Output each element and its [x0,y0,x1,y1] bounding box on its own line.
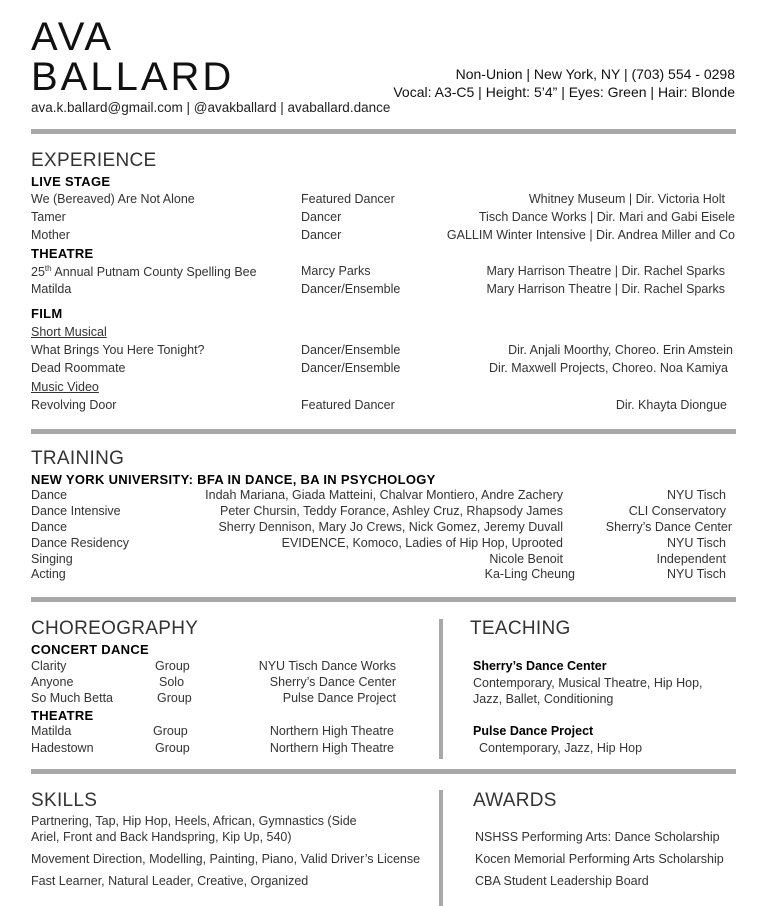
teaching-title: TEACHING [470,618,571,639]
award-item-1: NSHSS Performing Arts: Dance Scholarship [475,830,720,844]
teaching-place-1: Sherry’s Dance Center [473,659,607,673]
divider-training [31,597,736,602]
concert-dance-heading: CONCERT DANCE [31,642,150,657]
choreo-theatre-title-2: Hadestown [31,741,94,755]
training-type-3: Dance [31,520,68,534]
theatre-role-2: Dancer/Ensemble [301,282,401,296]
training-heading: NEW YORK UNIVERSITY: BFA IN DANCE, BA IN PSYCHOLOGY [31,472,436,487]
mv-role-1: Featured Dancer [301,398,395,412]
teaching-place-1-line-1: Contemporary, Musical Theatre, Hip Hop, [473,676,703,690]
choreo-theatre-type-2: Group [155,741,190,755]
film-venue-2: Dir. Maxwell Projects, Choreo. Noa Kamiya [489,361,728,375]
theatre-title-1-rest: Annual Putnam County Spelling Bee [51,265,257,280]
short-musical-label: Short Musical [31,325,107,339]
award-item-3: CBA Student Leadership Board [475,874,649,888]
choreo-concert-venue-1: NYU Tisch Dance Works [258,659,396,673]
teaching-place-1-line-2: Jazz, Ballet, Conditioning [473,692,614,706]
live-stage-heading: LIVE STAGE [31,174,111,189]
skills-line-1a: Partnering, Tap, Hip Hop, Heels, African, Gymnastics (Side [31,814,357,828]
choreo-theatre-heading: THEATRE [31,708,94,723]
choreo-concert-venue-3: Pulse Dance Project [282,691,396,705]
skills-title: SKILLS [31,790,98,811]
training-type-4: Dance Residency [31,536,129,550]
training-type-2: Dance Intensive [31,504,121,518]
teaching-place-2: Pulse Dance Project [473,724,594,738]
training-type-6: Acting [31,567,66,581]
film-title-2: Dead Roommate [31,361,126,375]
live-stage-venue-3: GALLIM Winter Intensive | Dir. Andrea Miller and Co [446,228,735,242]
training-teachers-3: Sherry Dennison, Mary Jo Crews, Nick Gomez, Jeremy Duvall [218,520,563,534]
choreo-theatre-venue-1: Northern High Theatre [269,724,394,738]
live-stage-role-1: Featured Dancer [301,192,395,206]
first-name: AVA [31,15,115,59]
choreo-concert-type-1: Group [155,659,190,673]
vertical-divider-choreo [439,619,443,759]
choreo-theatre-title-1: Matilda [31,724,72,738]
theatre-title-1 [31,264,257,279]
award-item-2: Kocen Memorial Performing Arts Scholarship [475,852,724,866]
theatre-title-2: Matilda [31,282,72,296]
choreography-title: CHOREOGRAPHY [31,618,199,639]
theatre-role-1: Marcy Parks [301,264,371,278]
theatre-venue-1: Mary Harrison Theatre | Dir. Rachel Sparks [486,264,725,278]
skills-line-2: Movement Direction, Modelling, Painting, Piano, Valid Driver’s License [31,852,421,866]
info-line-1: Non-Union | New York, NY | (703) 554 - 0298 [455,66,735,82]
training-title: TRAINING [31,448,125,469]
choreo-theatre-type-1: Group [153,724,188,738]
theatre-heading: THEATRE [31,246,94,261]
live-stage-title-3: Mother [31,228,70,242]
teaching-place-2-line-1: Contemporary, Jazz, Hip Hop [479,741,643,755]
training-type-1: Dance [31,488,68,502]
divider-experience [31,429,736,434]
theatre-title-1-sup: th [44,264,52,273]
film-role-2: Dancer/Ensemble [301,361,401,375]
choreo-concert-title-1: Clarity [31,659,67,673]
last-name: BALLARD [31,55,235,99]
live-stage-role-3: Dancer [301,228,342,242]
choreo-concert-venue-2: Sherry’s Dance Center [269,675,396,689]
mv-title-1: Revolving Door [31,398,117,412]
film-role-1: Dancer/Ensemble [301,343,401,357]
choreo-concert-title-2: Anyone [31,675,74,689]
experience-title: EXPERIENCE [31,150,157,171]
contact-line: ava.k.ballard@gmail.com | @avakballard | avaballard.dance [31,100,391,115]
film-heading: FILM [31,306,63,321]
training-school-1: NYU Tisch [666,488,726,502]
training-type-5: Singing [31,552,73,566]
choreo-concert-type-3: Group [157,691,192,705]
mv-venue-1: Dir. Khayta Diongue [615,398,727,412]
training-teachers-1: Indah Mariana, Giada Matteini, Chalvar Montiero, Andre Zachery [205,488,563,502]
choreo-concert-title-3: So Much Betta [31,691,113,705]
info-line-2: Vocal: A3-C5 | Height: 5’4” | Eyes: Green | Hair: Blonde [393,84,735,100]
training-teachers-4: EVIDENCE, Komoco, Ladies of Hip Hop, Uprooted [281,536,563,550]
training-teachers-5: Nicole Benoit [489,552,563,566]
training-school-4: NYU Tisch [666,536,726,550]
divider-choreo [31,769,736,774]
film-title-1: What Brings You Here Tonight? [31,343,205,357]
training-school-3: Sherry’s Dance Center [605,520,732,534]
skills-line-3: Fast Learner, Natural Leader, Creative, Organized [31,874,309,888]
live-stage-role-2: Dancer [301,210,342,224]
skills-line-1b: Ariel, Front and Back Handspring, Kip Up, 540) [31,830,292,844]
live-stage-venue-1: Whitney Museum | Dir. Victoria Holt [528,192,725,206]
vertical-divider-skills [439,790,443,906]
live-stage-venue-2: Tisch Dance Works | Dir. Mari and Gabi Eisele [478,210,735,224]
music-video-label: Music Video [31,380,99,394]
live-stage-title-2: Tamer [31,210,66,224]
divider-header [31,129,736,134]
training-teachers-2: Peter Chursin, Teddy Forance, Ashley Cruz, Rhapsody James [220,504,563,518]
theatre-venue-2: Mary Harrison Theatre | Dir. Rachel Sparks [486,282,725,296]
awards-title: AWARDS [473,790,557,811]
choreo-concert-type-2: Solo [159,675,185,689]
training-school-5: Independent [656,552,726,566]
film-venue-1: Dir. Anjali Moorthy, Choreo. Erin Amstein [508,343,733,357]
theatre-title-1-num: 25 [31,265,45,280]
live-stage-title-1: We (Bereaved) Are Not Alone [31,192,195,206]
choreo-theatre-venue-2: Northern High Theatre [269,741,394,755]
training-school-6: NYU Tisch [666,567,726,581]
training-teachers-6: Ka-Ling Cheung [484,567,575,581]
training-school-2: CLI Conservatory [628,504,726,518]
